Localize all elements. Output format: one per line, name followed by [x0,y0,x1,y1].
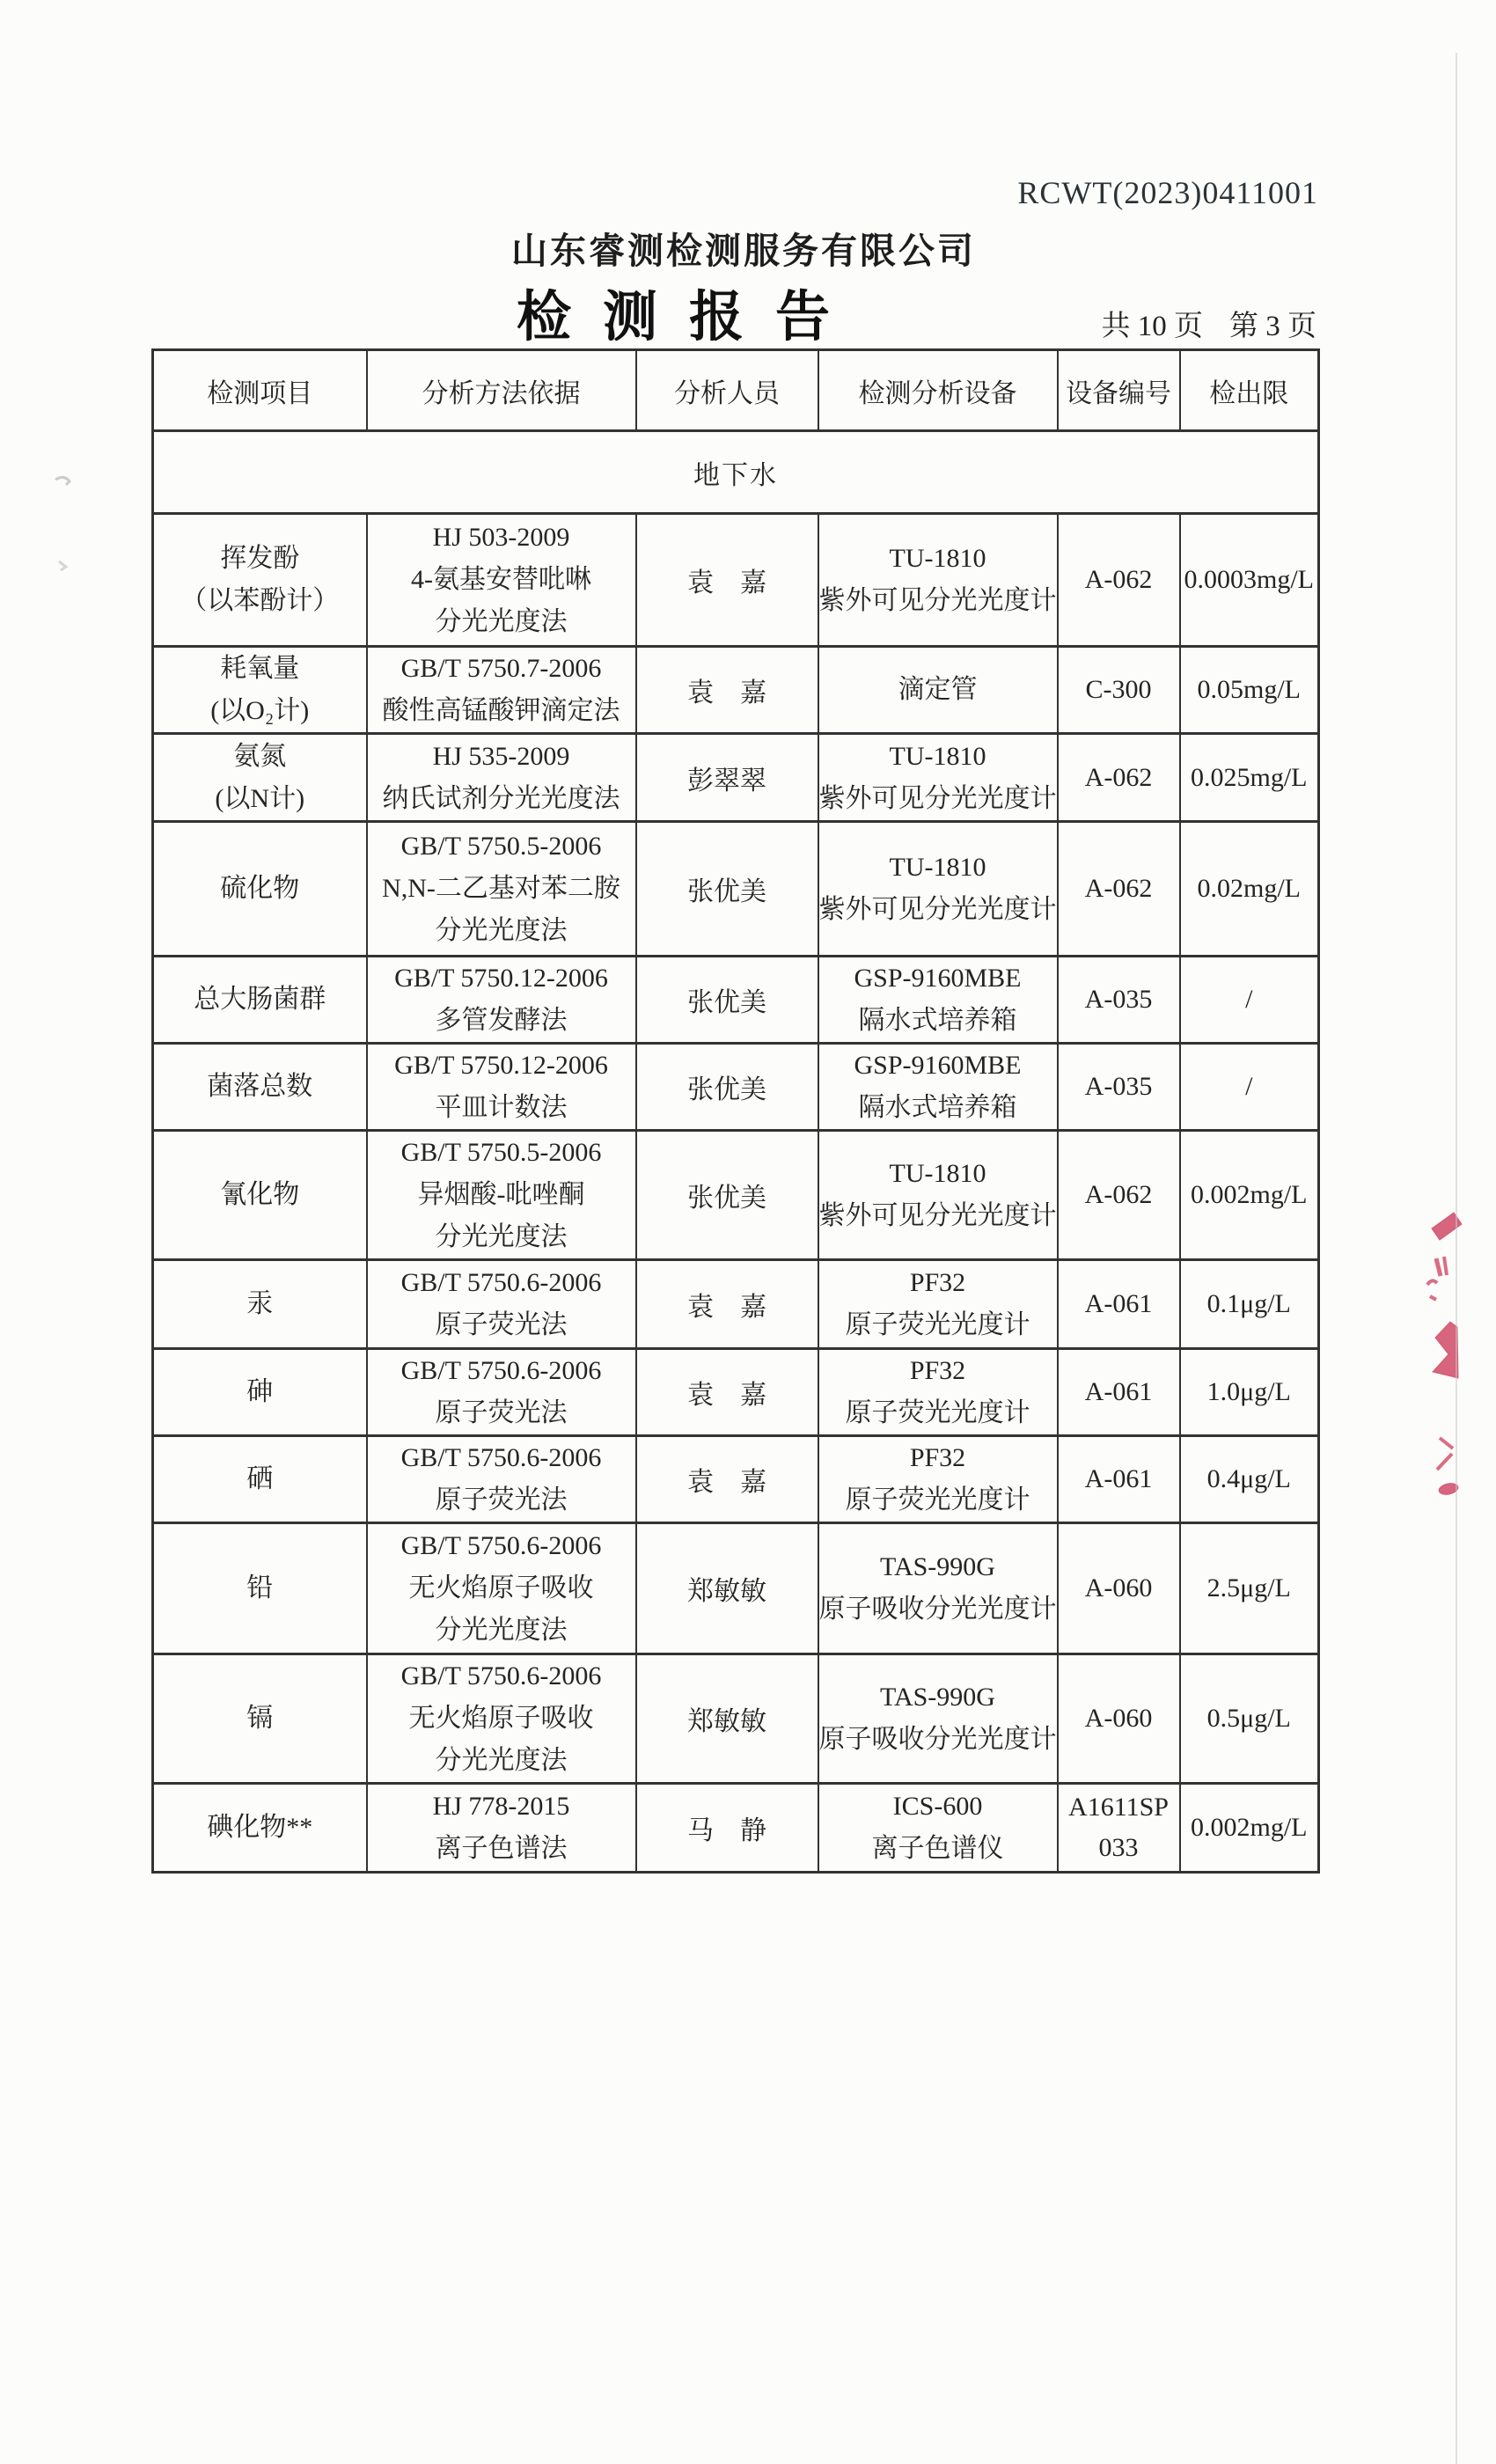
cell-detection-limit: / [1180,957,1319,1044]
cell-device-number [1058,1044,1180,1131]
cell-item-line: (以O₂计) [210,696,310,725]
device-number-text: A-062 [1084,1180,1153,1209]
cell-method-line: HJ 535-2009 [432,741,570,771]
section-row [153,431,1319,514]
cell-analyst: 张优美 [636,1044,818,1131]
cell-analyst: 张优美 [636,822,818,957]
cell-device [818,1784,1058,1873]
column-header-2: 分析人员 [636,350,818,431]
cell-method-line: 多管发酵法 [435,1006,568,1035]
cell-method-line: 离子色谱法 [435,1834,568,1863]
cell-device [818,957,1058,1044]
column-header-1: 分析方法依据 [367,350,636,431]
cell-method [367,1784,636,1873]
cell-device-number [1058,734,1180,822]
pages-total: 共 10 页 [1101,311,1203,342]
cell-analyst: 彭翠翠 [636,734,818,822]
cell-method-line: 原子荧光法 [435,1398,568,1427]
cell-device-line: TU-1810 [889,853,986,882]
device-number-text: A-062 [1084,565,1153,594]
cell-method-line: GB/T 5750.12-2006 [394,964,608,993]
device-number-text: A-035 [1084,1072,1153,1101]
table-row [153,822,1319,957]
table-row [153,1131,1319,1260]
report-number: RCWT(2023)0411001 [1017,175,1318,210]
cell-device-line: TU-1810 [889,544,986,573]
device-number-text: A-060 [1084,1573,1153,1602]
page-indicator [1102,303,1317,344]
cell-device-line: 原子吸收分光光度计 [818,1595,1057,1624]
cell-method [367,1654,636,1784]
cell-device [818,1436,1058,1523]
cell-analyst: 张优美 [636,957,818,1044]
cell-detection-limit: 0.4μg/L [1180,1436,1319,1523]
cell-method-line: 分光光度法 [435,1222,568,1251]
cell-item-line: （以苯酚计） [180,586,340,615]
cell-method-line: GB/T 5750.5-2006 [400,1138,602,1167]
cell-device [818,1654,1058,1784]
cell-method-line: GB/T 5750.5-2006 [400,832,602,861]
cell-device-line: 紫外可见分光光度计 [818,1201,1057,1230]
cell-device-number [1058,957,1180,1044]
cell-item [153,1523,367,1654]
cell-method [367,1523,636,1654]
table-row [153,734,1319,822]
device-number-text: A-061 [1084,1377,1153,1406]
cell-method-line: 酸性高锰酸钾滴定法 [382,696,620,725]
cell-item [153,1044,367,1131]
cell-analyst: 郑敏敏 [636,1654,818,1784]
table-row [153,1260,1319,1349]
cell-device-line: ICS-600 [892,1792,983,1821]
cell-device-line: 原子吸收分光光度计 [818,1725,1057,1754]
company-name: 山东睿测检测服务有限公司 [511,231,976,271]
cell-method [367,1044,636,1131]
cell-device [818,1044,1058,1131]
cell-device-line: TU-1810 [889,1159,986,1188]
cell-device-line: 原子荧光光度计 [845,1310,1030,1339]
cell-device [818,1131,1058,1260]
cell-analyst: 袁 嘉 [636,647,818,734]
cell-method-line: GB/T 5750.12-2006 [394,1051,608,1080]
cell-detection-limit: 0.5μg/L [1180,1654,1319,1784]
column-header-4: 设备编号 [1058,350,1180,431]
cell-device-line: GSP-9160MBE [854,964,1022,993]
cell-device-line: PF32 [909,1356,966,1385]
device-number-text: A-035 [1084,985,1153,1014]
cell-item-line: 镉 [246,1704,274,1733]
cell-method [367,1131,636,1260]
cell-device-number [1058,1654,1180,1784]
page-title: 检测报告 [516,287,862,348]
cell-item [153,1784,367,1873]
column-header-5: 检出限 [1180,350,1319,431]
cell-detection-limit: 0.0003mg/L [1180,514,1319,647]
cell-method-line: GB/T 5750.6-2006 [400,1268,602,1297]
cell-method-line: 无火焰原子吸收 [408,1704,594,1733]
cell-detection-limit: 0.05mg/L [1180,647,1319,734]
page-current: 第 3 页 [1229,311,1316,342]
cell-item-line: (以N计) [215,783,305,813]
test-items-table [151,348,1320,1874]
cell-device [818,1260,1058,1349]
scan-edge-line [1456,53,1457,2464]
red-seal-fragments-icon [1408,1197,1496,1514]
cell-method-line: GB/T 5750.6-2006 [400,1443,602,1472]
table-header-row [153,350,1319,431]
cell-device-line: 紫外可见分光光度计 [818,586,1057,615]
cell-method-line: N,N-二乙基对苯二胺 [382,874,620,903]
cell-device [818,822,1058,957]
cell-item [153,1260,367,1349]
cell-method-line: HJ 778-2015 [432,1792,570,1821]
cell-device-line: 离子色谱仪 [871,1834,1004,1863]
cell-method-line: GB/T 5750.6-2006 [400,1661,602,1690]
device-number-text: A-061 [1084,1289,1153,1318]
table-row [153,1784,1319,1873]
cell-method-line: 异烟酸-吡唑酮 [417,1180,585,1209]
cell-analyst: 袁 嘉 [636,1436,818,1523]
cell-analyst: 袁 嘉 [636,514,818,647]
cell-device-line: TAS-990G [880,1683,995,1712]
cell-device-line: 紫外可见分光光度计 [818,895,1057,924]
cell-device [818,1523,1058,1654]
device-number-text: C-300 [1085,675,1152,704]
cell-method [367,1436,636,1523]
cell-method [367,957,636,1044]
cell-method-line: GB/T 5750.6-2006 [400,1531,602,1560]
cell-method [367,647,636,734]
cell-item-line: 氨氮 [233,741,287,771]
cell-item-line: 碘化物** [207,1813,313,1842]
cell-item [153,1131,367,1260]
cell-item [153,647,367,734]
cell-method [367,1349,636,1436]
section-label: 地下水 [153,431,1319,514]
cell-method-line: 平皿计数法 [435,1093,568,1122]
cell-detection-limit: 1.0μg/L [1180,1349,1319,1436]
table-row [153,1436,1319,1523]
cell-item-line: 耗氧量 [220,654,300,683]
cell-item [153,1349,367,1436]
cell-item-line: 挥发酚 [220,544,300,573]
cell-device-number [1058,822,1180,957]
cell-device-line: 原子荧光光度计 [845,1485,1030,1514]
cell-device [818,734,1058,822]
device-number-text: A-061 [1084,1464,1153,1493]
device-number-text: A-062 [1084,874,1153,903]
cell-method-line: 分光光度法 [435,1616,568,1645]
column-header-3: 检测分析设备 [818,350,1058,431]
cell-device [818,1349,1058,1436]
cell-item [153,1654,367,1784]
cell-item-line: 氰化物 [220,1180,300,1209]
cell-device-line: TAS-990G [880,1552,995,1581]
left-margin-smudge-marks [48,466,84,581]
cell-method [367,822,636,957]
cell-item [153,1436,367,1523]
device-number-text: A-062 [1084,762,1153,792]
cell-method-line: HJ 503-2009 [432,523,570,552]
cell-item-line: 菌落总数 [207,1072,313,1101]
cell-device-number [1058,647,1180,734]
device-number-text: A1611SP033 [1068,1793,1169,1862]
cell-device [818,647,1058,734]
table-row [153,1349,1319,1436]
cell-item [153,822,367,957]
cell-method-line: 分光光度法 [435,1746,568,1775]
cell-detection-limit: / [1180,1044,1319,1131]
table-row [153,514,1319,647]
cell-device-line: 隔水式培养箱 [858,1093,1017,1122]
cell-device-line: PF32 [909,1443,966,1472]
cell-item [153,957,367,1044]
cell-item-line: 汞 [246,1289,274,1318]
cell-detection-limit: 0.1μg/L [1180,1260,1319,1349]
cell-device-line: GSP-9160MBE [854,1051,1022,1080]
cell-method-line: 无火焰原子吸收 [408,1573,594,1602]
cell-method [367,514,636,647]
cell-detection-limit: 0.002mg/L [1180,1131,1319,1260]
table-row [153,647,1319,734]
cell-analyst: 马 静 [636,1784,818,1873]
cell-device-number [1058,1349,1180,1436]
cell-method-line: 分光光度法 [435,916,568,945]
cell-device-line: 紫外可见分光光度计 [818,783,1057,813]
cell-method [367,1260,636,1349]
table-row [153,1044,1319,1131]
column-header-0: 检测项目 [153,350,367,431]
cell-method-line: GB/T 5750.6-2006 [400,1356,602,1385]
table-row [153,1654,1319,1784]
table-row [153,957,1319,1044]
cell-detection-limit: 0.025mg/L [1180,734,1319,822]
cell-detection-limit: 2.5μg/L [1180,1523,1319,1654]
cell-item-line: 硒 [246,1464,274,1493]
cell-method-line: 原子荧光法 [435,1485,568,1514]
cell-device-number [1058,1784,1180,1873]
cell-detection-limit: 0.002mg/L [1180,1784,1319,1873]
cell-device [818,514,1058,647]
table-row [153,1523,1319,1654]
cell-method-line: 纳氏试剂分光光度法 [382,783,620,813]
cell-device-number [1058,1523,1180,1654]
cell-device-line: PF32 [909,1268,966,1297]
device-number-text: A-060 [1084,1704,1153,1733]
cell-item [153,514,367,647]
cell-method-line: 原子荧光法 [435,1310,568,1339]
cell-analyst: 袁 嘉 [636,1260,818,1349]
cell-device-line: TU-1810 [889,741,986,771]
cell-method-line: 4-氨基安替吡啉 [411,565,591,594]
cell-item-line: 总大肠菌群 [194,985,326,1014]
cell-method-line: 分光光度法 [435,607,568,636]
cell-device-number [1058,1436,1180,1523]
cell-item-line: 铅 [246,1573,274,1602]
cell-device-line: 原子荧光光度计 [845,1398,1030,1427]
cell-device-line: 隔水式培养箱 [858,1006,1017,1035]
cell-analyst: 袁 嘉 [636,1349,818,1436]
cell-detection-limit: 0.02mg/L [1180,822,1319,957]
cell-device-number [1058,1260,1180,1349]
cell-device-number [1058,514,1180,647]
cell-device-line: 滴定管 [898,675,978,704]
cell-device-number [1058,1131,1180,1260]
cell-method-line: GB/T 5750.7-2006 [400,654,602,683]
cell-item-line: 硫化物 [220,874,300,903]
cell-analyst: 郑敏敏 [636,1523,818,1654]
cell-method [367,734,636,822]
cell-item [153,734,367,822]
cell-analyst: 张优美 [636,1131,818,1260]
cell-item-line: 砷 [246,1377,274,1406]
